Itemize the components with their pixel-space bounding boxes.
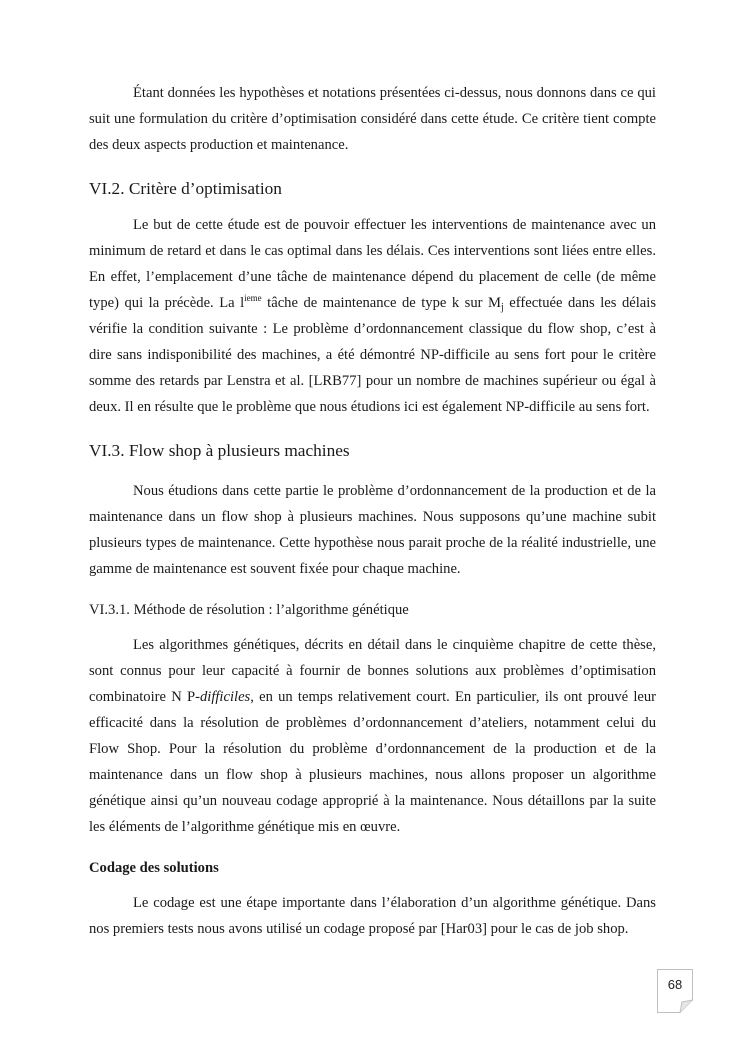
subscript-j: j [501,302,504,313]
paragraph-text: Les algorithmes génétiques, décrits en détail dans le cinquième chapitre de cette thèse, sont connus pour leur capacité à fournir de bonnes solutions aux problèmes d’optimisation combinatoire N P- [89,637,656,705]
italic-difficiles: difficiles [199,689,251,705]
page-body [89,80,656,942]
subsection-heading-vi31: VI.3.1. Méthode de résolution : l’algorithme génétique [89,602,409,618]
intro-paragraph: Étant données les hypothèses et notations présentées ci-dessus, nous donnons dans ce qui suit une formulation du critère d’optimisation considéré dans cette étude. Ce critère tient compte des deux aspects production et maintenance. [89,85,656,153]
optimisation-criterion-paragraph [89,212,656,420]
flow-shop-paragraph: Nous étudions dans cette partie le problème d’ordonnancement de la production et de la maintenance dans un flow shop à plusieurs machines. Nous supposons qu’une machine subit plusieurs types de maintenance. Cette hypothèse nous parait proche de la réalité industrielle, une gamme de maintenance est souvent fixée pour chaque machine. [89,483,656,577]
section-heading-vi2: VI.2. Critère d’optimisation [89,179,282,198]
page-number: 68 [667,977,683,992]
codage-paragraph: Le codage est une étape importante dans l’élaboration d’un algorithme génétique. Dans nos premiers tests nous avons utilisé un codage proposé par [Har03] pour le cas de job shop. [89,895,656,937]
superscript-ieme: ieme [244,293,262,303]
paragraph-text: , en un temps relativement court. En particulier, ils ont prouvé leur efficacité dans la résolution de problèmes d’ordonnancement d’ateliers, notamment celui du Flow Shop. Pour la résolution du problème d’ordonnancement de la production et de la maintenance dans un flow shop à plusieurs machines, nous allons proposer un algorithme génétique ainsi qu’un nouveau codage approprié à la maintenance. Nous détaillons par la suite les éléments de l’algorithme génétique mis en œuvre. [89,689,657,835]
page-number-box [657,969,693,1013]
genetic-algorithm-paragraph [89,632,656,840]
paragraph-text: tâche de maintenance de type k sur M [261,295,501,311]
paragraph-text: effectuée dans les délais vérifie la condition suivante : Le problème d’ordonnancement classique du flow shop, c’est à dire sans indisponibilité des machines, a été démontré NP-difficile au sens fort pour le critère somme des retards par Lenstra et al. [LRB77] pour un nombre de machines supérieur ou égal à deux. Il en résulte que le problème que nous étudions ici est également NP-difficile au sens fort. [89,295,656,415]
bold-heading-codage: Codage des solutions [89,860,219,876]
paragraph-text: Le but de cette étude est de pouvoir effectuer les interventions de maintenance avec un minimum de retard et dans le cas optimal dans les délais. Ces interventions sont liées entre elles. En effet, l’emplacement d’une tâche de maintenance dépend du placement de celle (de même type) qui la précède. La l [89,217,656,311]
section-heading-vi3: VI.3. Flow shop à plusieurs machines [89,441,350,460]
